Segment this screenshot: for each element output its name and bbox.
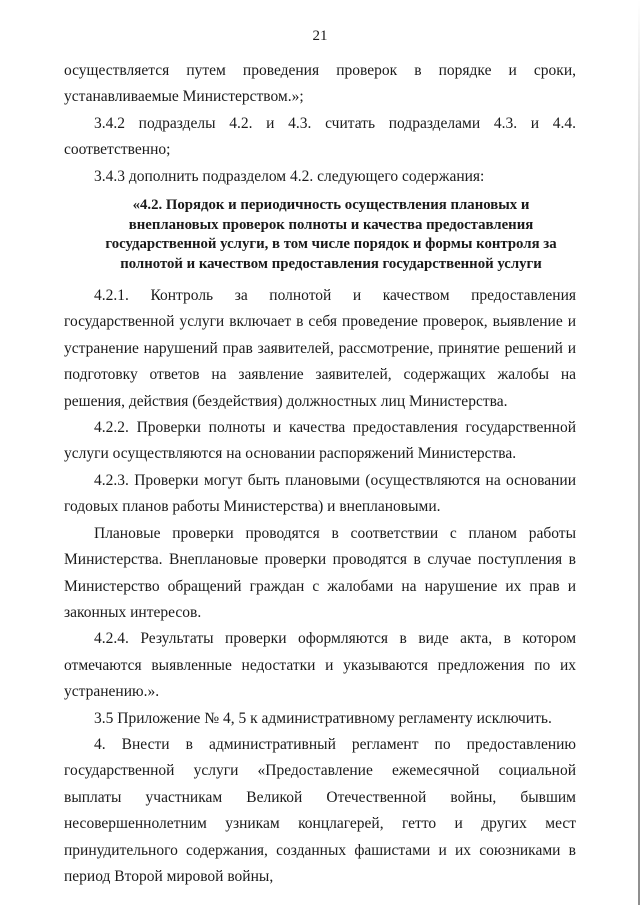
paragraph-planned-checks: Плановые проверки проводятся в соответствии с планом работы Министерства. Внеплановые проверки проводятся в случае поступления в Министерство обращений граждан с жалобами на нарушение их прав и законных интересов. [64,524,576,621]
document-body [64,58,576,890]
paragraph-continuation: осуществляется путем проведения проверок в порядке и сроки, устанавливаемые Министерством.»; [64,62,576,106]
paragraph-3-4-3: 3.4.3 дополнить подразделом 4.2. следующего содержания: [94,167,485,185]
paragraph-4-2-1: 4.2.1. Контроль за полнотой и качеством предоставления государственной услуги включает в себя проведение проверок, выявление и устранение нарушений прав заявителей, рассмотрение, принятие решений и подготовку ответов на заявление заявителей, содержащих жалобы на решения, действия (бездействия) должностных лиц Министерства. [64,287,576,410]
paragraph-3-5: 3.5 Приложение № 4, 5 к административному регламенту исключить. [94,709,552,727]
section-heading-4-2: «4.2. Порядок и периодичность осуществления плановых и внеплановых проверок полноты и качества предоставления государственной услуги, в том числе порядок и формы контроля за полнотой и качеством предоставления государственной услуги [105,197,557,272]
paragraph-4-2-4: 4.2.4. Результаты проверки оформляются в виде акта, в котором отмечаются выявленные недостатки и указываются предложения по их устранению.». [64,630,576,701]
paragraph-3-4-2: 3.4.2 подразделы 4.2. и 4.3. считать подразделами 4.3. и 4.4. соответственно; [64,114,576,159]
paragraph-4-2-3: 4.2.3. Проверки могут быть плановыми (осуществляются на основании годовых планов работы Министерства) и внеплановыми. [64,471,576,516]
paragraph-4-2-2: 4.2.2. Проверки полноты и качества предоставления государственной услуги осуществляются на основании распоряжений Министерства. [64,419,576,463]
paragraph-4: 4. Внести в административный регламент по предоставлению государственной услуги «Предоставление ежемесячной социальной выплаты участникам Великой Отечественной войны, бывшим несовершеннолетним узникам концлагерей, гетто и других мест принудительного содержания, созданных фашистами и их союзниками в период Второй мировой войны, [64,735,576,885]
page-number: 21 [312,28,328,44]
